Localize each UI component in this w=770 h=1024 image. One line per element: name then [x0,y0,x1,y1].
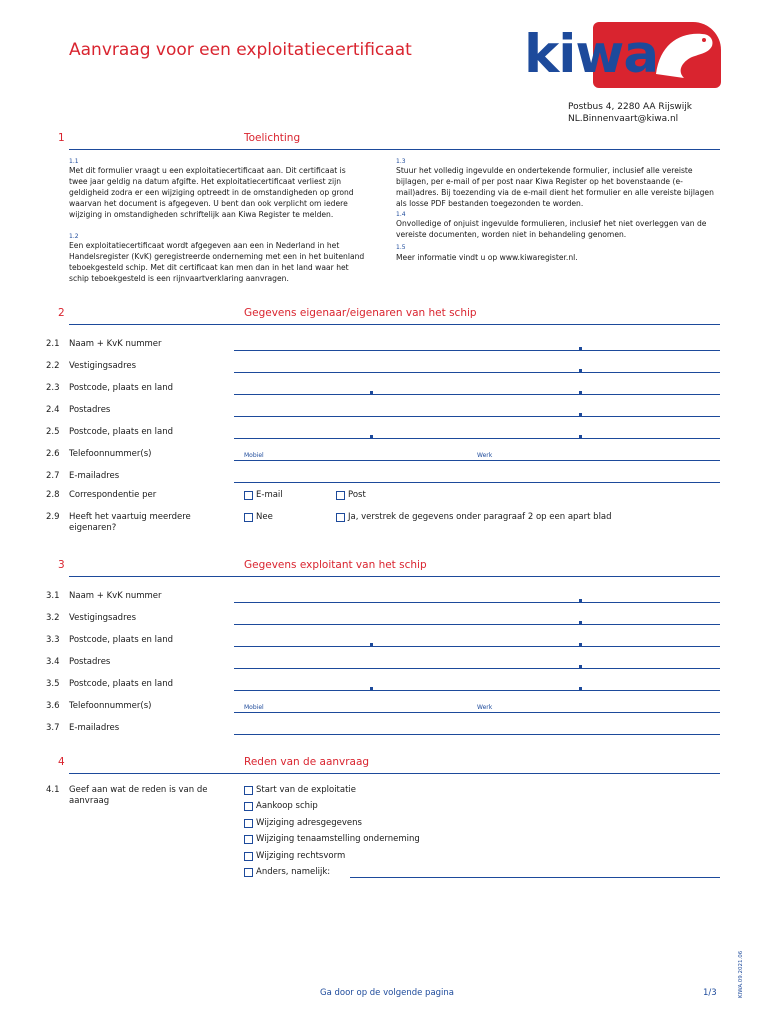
paragraph: Stuur het volledig ingevulde en ondertekende formulier, inclusief alle vereiste bijlagen, per e-mail of per post naar Kiwa Register op het bovenstaande (e-mail)adres. Bij toezending via de e-mail dient het formulier en alle vereiste bijlagen als losse PDF bestanden toegezonden te worden. [396,166,714,208]
field-separator [370,687,373,690]
para-number: 1.4 [396,211,406,218]
row-number: 3.1 [46,591,60,601]
option-label: Wijziging rechtsvorm [256,851,346,861]
row-label: Postadres [69,405,111,415]
checkbox-ja[interactable] [336,513,345,522]
paragraph: Een exploitatiecertificaat wordt afgegeven aan een in Nederland in het Handelsregister (KvK) geregistreerde onderneming met een in het buitenland teboekgesteld schip. Met dit certificaat kan men dan in het land waar het schip teboekgesteld is een rijnvaartverklaring aanvragen. [69,241,365,283]
phone-field[interactable] [234,460,720,461]
address-line: Postbus 4, 2280 AA Rijswijk [568,102,692,112]
section-title: Reden van de aanvraag [244,756,370,768]
row-number: 2.6 [46,449,60,459]
vestigingsadres-field[interactable] [234,624,720,625]
field-separator [579,391,582,394]
row-number: 2.9 [46,512,60,522]
row-label: Naam + KvK nummer [69,339,162,349]
section-title: Gegevens exploitant van het schip [244,559,427,571]
option-label: Wijziging tenaamstelling onderneming [256,834,420,844]
row-number: 2.3 [46,383,60,393]
option-label: Start van de exploitatie [256,785,357,795]
option-label: Wijziging adresgegevens [256,818,362,828]
field-separator [370,643,373,646]
section-title: Gegevens eigenaar/eigenaren van het schip [244,307,477,319]
row-label: Naam + KvK nummer [69,591,162,601]
name-kvk-field[interactable] [234,350,720,351]
paragraph: Meer informatie vindt u op www.kiwaregister.nl. [396,253,578,262]
checkbox-nee[interactable] [244,513,253,522]
postadres-field[interactable] [234,668,720,669]
row-label: Heeft het vaartuig meerdere eigenaren? [69,512,191,533]
row-number: 2.5 [46,427,60,437]
postadres-field[interactable] [234,416,720,417]
postcode-field[interactable] [234,438,720,439]
section-number: 4 [58,756,65,768]
paragraph: Met dit formulier vraagt u een exploitatiecertificaat aan. Dit certificaat is twee jaar geldig na datum afgifte. Het exploitatiecertificaat verliest zijn geldigheid zodra er een wijziging optreedt in de omstandigheden op grond waarvan het document is afgegeven. U bent dan ook verplicht om iedere wijziging in omstandigheden schriftelijk aan Kiwa Register te melden. [69,166,354,219]
werk-label: Werk [477,704,493,711]
para-number: 1.3 [396,158,406,165]
mobiel-label: Mobiel [244,452,264,459]
row-number: 3.4 [46,657,60,667]
section-number: 1 [58,132,65,144]
option-label: Aankoop schip [256,801,318,811]
row-number: 2.2 [46,361,60,371]
section-title: Toelichting [244,132,301,144]
row-number: 2.4 [46,405,60,415]
para-number: 1.2 [69,233,79,240]
field-separator [579,621,582,624]
section-number: 3 [58,559,65,571]
field-separator [579,413,582,416]
vestigingsadres-field[interactable] [234,372,720,373]
section-divider [69,773,720,774]
row-number: 3.2 [46,613,60,623]
address [568,101,692,125]
row-label: Geef aan wat de reden is van de aanvraag [69,785,208,806]
postcode-field[interactable] [234,394,720,395]
row-label: Postcode, plaats en land [69,383,173,393]
anders-field[interactable] [350,877,720,878]
field-separator [579,347,582,350]
row-number: 4.1 [46,785,60,795]
kiwa-logo: kiwa [524,24,659,85]
checkbox-start-exploitatie[interactable] [244,786,253,795]
row-label: Postadres [69,657,111,667]
next-page-note: Ga door op de volgende pagina [320,988,455,998]
row-label: Vestigingsadres [69,361,137,371]
field-separator [370,435,373,438]
paragraph: Onvolledige of onjuist ingevulde formulieren, inclusief het niet overleggen van de vereiste documenten, worden niet in behandeling genomen. [396,219,707,239]
row-label: E-mailadres [69,723,120,733]
row-number: 3.6 [46,701,60,711]
option-label: Post [348,490,366,500]
field-separator [579,643,582,646]
checkbox-email[interactable] [244,491,253,500]
field-separator [370,391,373,394]
postcode-field[interactable] [234,690,720,691]
field-separator [579,599,582,602]
field-separator [579,435,582,438]
checkbox-rechtsvorm[interactable] [244,852,253,861]
checkbox-anders[interactable] [244,868,253,877]
name-kvk-field[interactable] [234,602,720,603]
section-number: 2 [58,307,65,319]
email-address: NL.Binnenvaart@kiwa.nl [568,114,679,124]
field-separator [579,665,582,668]
para-number: 1.5 [396,244,406,251]
row-number: 2.7 [46,471,60,481]
row-label: Postcode, plaats en land [69,635,173,645]
postcode-field[interactable] [234,646,720,647]
phone-field[interactable] [234,712,720,713]
option-label: E-mail [256,490,283,500]
row-number: 3.5 [46,679,60,689]
email-field[interactable] [234,482,720,483]
checkbox-adresgegevens[interactable] [244,819,253,828]
option-label: Anders, namelijk: [256,867,331,877]
section-divider [69,324,720,325]
row-label: Postcode, plaats en land [69,679,173,689]
row-label: Vestigingsadres [69,613,137,623]
field-separator [579,687,582,690]
row-label: Correspondentie per [69,490,157,500]
para-number: 1.1 [69,158,79,165]
checkbox-aankoop-schip[interactable] [244,802,253,811]
checkbox-post[interactable] [336,491,345,500]
mobiel-label: Mobiel [244,704,264,711]
row-number: 2.1 [46,339,60,349]
row-number: 3.3 [46,635,60,645]
section-divider [69,576,720,577]
row-number: 3.7 [46,723,60,733]
row-label: Postcode, plaats en land [69,427,173,437]
werk-label: Werk [477,452,493,459]
row-label: Telefoonnummer(s) [69,701,152,711]
checkbox-tenaamstelling[interactable] [244,835,253,844]
page-number: 1/3 [703,988,717,998]
document-code: KIWA.09.2021.06 [738,950,744,998]
page-title: Aanvraag voor een exploitatiecertificaat [69,40,412,60]
beaver-logo-icon [650,24,718,80]
option-label: Nee [256,512,273,522]
field-separator [579,369,582,372]
email-field[interactable] [234,734,720,735]
row-label: Telefoonnummer(s) [69,449,152,459]
section-divider [69,149,720,150]
row-number: 2.8 [46,490,60,500]
option-label: Ja, verstrek de gegevens onder paragraaf 2 op een apart blad [348,512,612,522]
row-label: E-mailadres [69,471,120,481]
